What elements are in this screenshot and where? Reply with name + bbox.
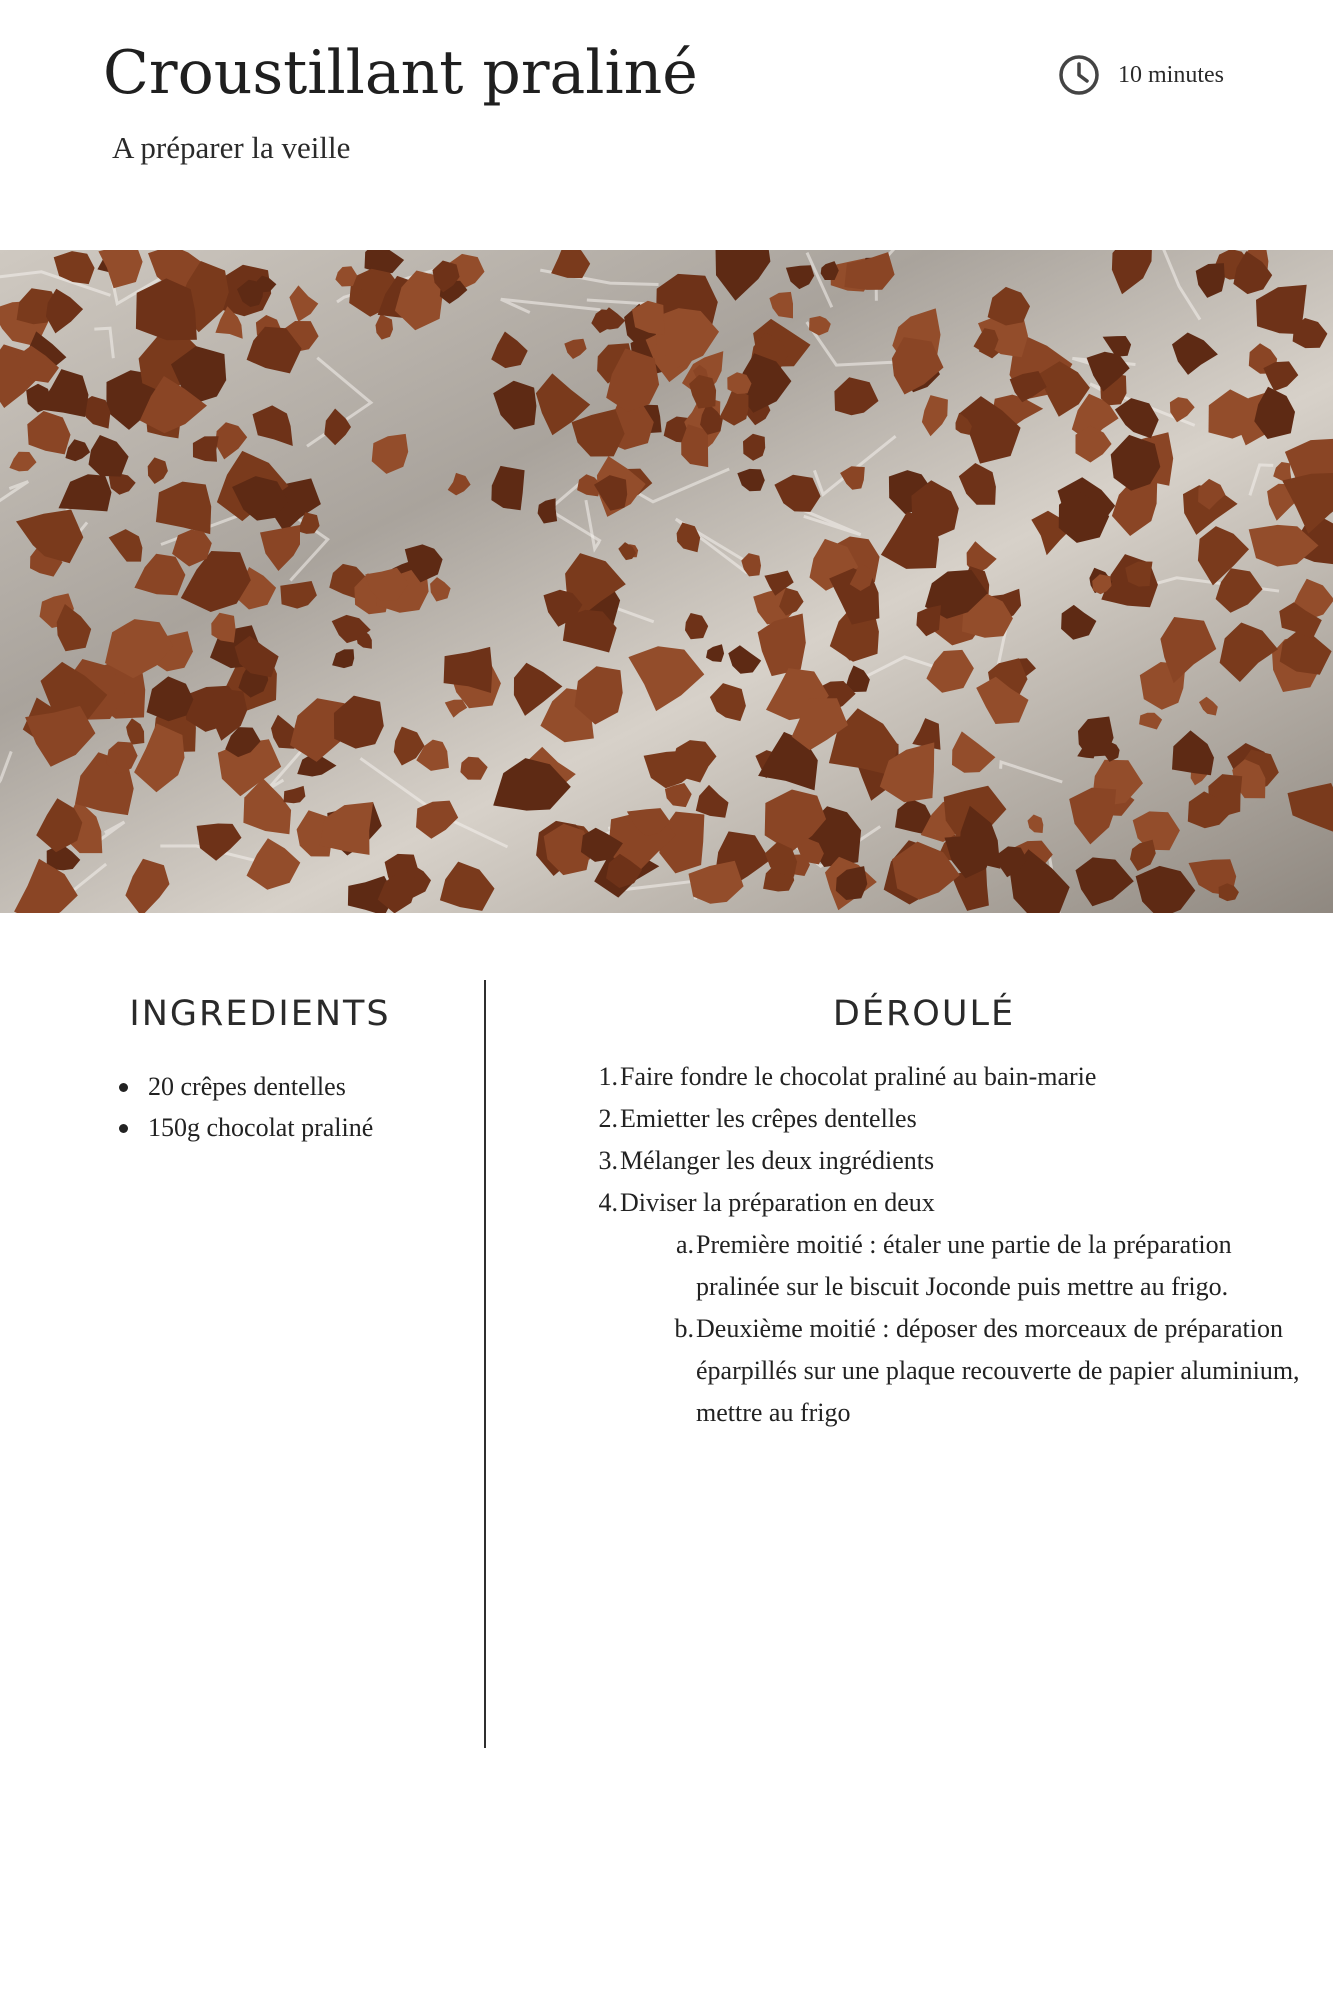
sub-step-letter: a. [675, 1230, 694, 1259]
ingredient-item [112, 1107, 373, 1148]
sub-step-text: Première moitié : étaler une partie de la préparation pralinée sur le biscuit Joconde puis mettre au frigo. [696, 1230, 1232, 1301]
prep-time [1057, 52, 1224, 98]
ingredient-item [112, 1066, 373, 1107]
step-text: Mélanger les deux ingrédients [620, 1146, 935, 1175]
steps-list [590, 1056, 1300, 1434]
step-text: Emietter les crêpes dentelles [620, 1104, 917, 1133]
sub-step-item [620, 1224, 1306, 1308]
step-number: 1. [598, 1062, 618, 1091]
bullet-icon [119, 1124, 128, 1133]
prep-time-label: 10 minutes [1118, 61, 1224, 88]
sub-step-text: Deuxième moitié : déposer des morceaux de préparation éparpillés sur une plaque recouverte de papier aluminium, mettre au frigo [696, 1314, 1300, 1427]
ingredient-text: 20 crêpes dentelles [148, 1072, 346, 1101]
step-item [590, 1182, 1300, 1434]
ingredient-text: 150g chocolat praliné [148, 1113, 374, 1142]
step-number: 2. [598, 1104, 618, 1133]
step-number: 3. [598, 1146, 618, 1175]
column-divider [484, 980, 486, 1748]
step-text: Diviser la préparation en deux [620, 1188, 935, 1217]
step-item [590, 1056, 1290, 1098]
step-number: 4. [598, 1188, 618, 1217]
step-text: Faire fondre le chocolat praliné au bain-marie [620, 1062, 1097, 1091]
step-item [590, 1098, 1290, 1140]
ingredients-list [112, 1066, 373, 1148]
recipe-title: Croustillant praliné [103, 38, 698, 108]
recipe-photo [0, 250, 1333, 913]
sub-step-letter: b. [674, 1314, 694, 1343]
clock-icon [1057, 53, 1101, 97]
recipe-subtitle: A préparer la veille [112, 130, 351, 165]
bullet-icon [119, 1083, 128, 1092]
steps-heading: DÉROULÉ [832, 994, 1016, 1034]
sub-step-item [620, 1308, 1306, 1434]
step-item [590, 1140, 1290, 1182]
ingredients-heading: INGREDIENTS [129, 994, 391, 1034]
sub-steps-list [620, 1224, 1300, 1434]
